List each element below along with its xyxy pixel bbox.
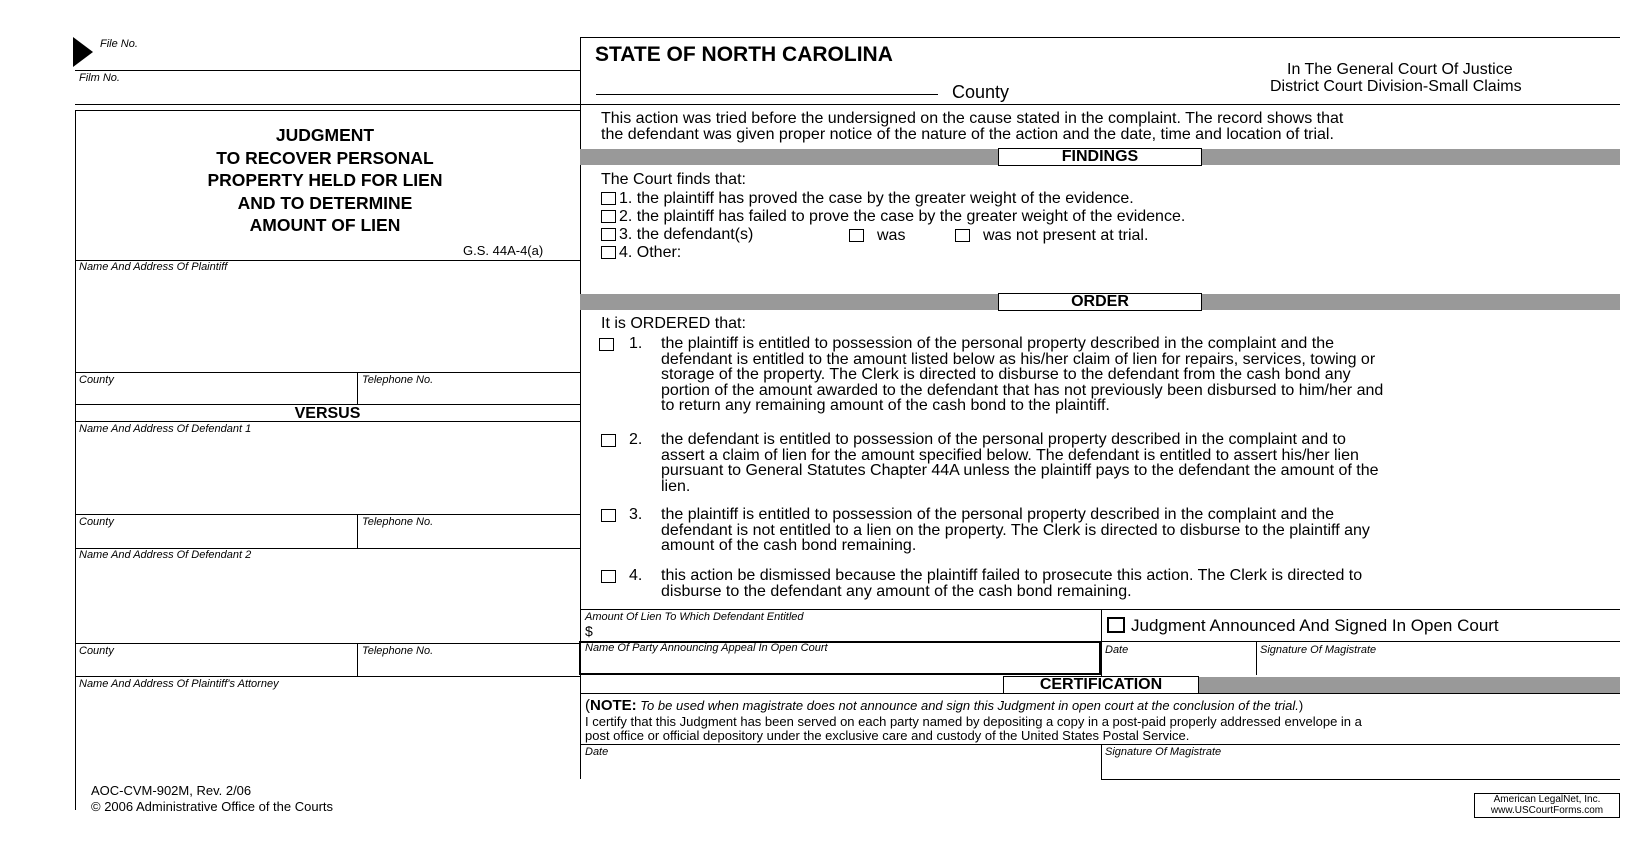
- certification-heading: CERTIFICATION: [1003, 676, 1199, 694]
- plaintiff-county-label: County: [79, 374, 114, 386]
- order-1-checkbox[interactable]: [599, 338, 614, 351]
- form-id: AOC-CVM-902M, Rev. 2/06: [91, 783, 252, 798]
- open-court-date-label: Date: [1105, 644, 1129, 656]
- finding-3-text: 3. the defendant(s): [619, 226, 754, 243]
- certification-text-1: I certify that this Judgment has been served on each party named by depositing a copy in a post-paid properly addressed envelope in a: [585, 714, 1362, 729]
- defendant2-telephone-label: Telephone No.: [362, 645, 434, 657]
- court-line-1: In The General Court Of Justice: [1287, 61, 1513, 78]
- finding-2-checkbox[interactable]: [601, 210, 616, 223]
- finding-1-text: 1. the plaintiff has proved the case by the greater weight of the evidence.: [619, 190, 1134, 207]
- copyright-notice: © 2006 Administrative Office of the Courts: [91, 799, 334, 814]
- findings-heading: FINDINGS: [998, 148, 1202, 166]
- county-blank-line: [596, 94, 938, 95]
- finding-1-checkbox[interactable]: [601, 192, 616, 205]
- defendant1-county-label: County: [79, 516, 114, 528]
- was-checkbox[interactable]: [849, 229, 864, 242]
- defendant2-name-address-label: Name And Address Of Defendant 2: [79, 549, 252, 561]
- appeal-party-label: Name Of Party Announcing Appeal In Open Court: [585, 642, 828, 654]
- intro-line-1: This action was tried before the undersigned on the cause stated in the complaint. The record shows that: [601, 110, 1344, 127]
- intro-line-2: the defendant was given proper notice of the nature of the action and the date, time and location of trial.: [601, 126, 1334, 143]
- announced-checkbox[interactable]: [1107, 617, 1125, 633]
- announced-label: Judgment Announced And Signed In Open Court: [1131, 616, 1499, 635]
- findings-lead: The Court finds that:: [601, 171, 746, 188]
- was-label: was: [877, 227, 906, 244]
- finding-3-checkbox[interactable]: [601, 228, 616, 241]
- certification-date-label: Date: [585, 746, 609, 758]
- lien-amount-label: Amount Of Lien To Which Defendant Entitled: [585, 611, 804, 623]
- film-no-label: Film No.: [79, 72, 120, 84]
- order-3-checkbox[interactable]: [601, 509, 616, 522]
- statute-ref: G.S. 44A-4(a): [463, 243, 544, 258]
- order-item-2: 2. the defendant is entitled to possession of the personal property described in the complaint and to assert a claim of lien for the amount specified below. The defendant is entitled to assert his/her lien pursuant to General Statutes Chapter 44A unless the plaintiff pays to the defendant the amount of the lien.: [629, 431, 1379, 495]
- plaintiff-name-address-label: Name And Address Of Plaintiff: [79, 261, 228, 273]
- publisher-stamp: American LegalNet, Inc. www.USCourtForms.com: [1474, 793, 1620, 818]
- order-item-3: 3. the plaintiff is entitled to possession of the personal property described in the complaint and the defendant is not entitled to a lien on the property. The Clerk is directed to disburse to the plaintiff any amount of the cash bond remaining.: [629, 506, 1370, 554]
- finding-2-text: 2. the plaintiff has failed to prove the case by the greater weight of the evidence.: [619, 208, 1186, 225]
- defendant2-county-label: County: [79, 645, 114, 657]
- order-4-checkbox[interactable]: [601, 570, 616, 583]
- state-heading: STATE OF NORTH CAROLINA: [595, 43, 893, 66]
- order-item-1: 1. the plaintiff is entitled to possession of the personal property described in the complaint and the defendant is entitled to the amount listed below as his/her claim of lien for repairs, services, towing or storage of the property. The Clerk is directed to disburse to the defendant from the cash bond any portion of the amount awarded to the defendant that has not previously been disbursed to him/her and to return any remaining amount of the cash bond to the plaintiff.: [629, 335, 1384, 414]
- file-no-label: File No.: [100, 38, 138, 50]
- certification-signature-label: Signature Of Magistrate: [1105, 746, 1222, 758]
- plaintiff-telephone-label: Telephone No.: [362, 374, 434, 386]
- defendant1-telephone-label: Telephone No.: [362, 516, 434, 528]
- order-item-4: 4. this action be dismissed because the plaintiff failed to prosecute this action. The Clerk is directed to disburse to the defendant any amount of the cash bond remaining.: [629, 567, 1363, 600]
- defendant1-name-address-label: Name And Address Of Defendant 1: [79, 423, 252, 435]
- finding-4-text: 4. Other:: [619, 244, 682, 261]
- certification-note: (NOTE: To be used when magistrate does not announce and sign this Judgment in open court at the conclusion of the trial.): [585, 697, 1304, 714]
- document-title: JUDGMENT TO RECOVER PERSONAL PROPERTY HELD FOR LIEN AND TO DETERMINE AMOUNT OF LIEN: [207, 125, 443, 235]
- court-line-2: District Court Division-Small Claims: [1270, 78, 1522, 95]
- was-not-label: was not present at trial.: [983, 227, 1149, 244]
- finding-4-checkbox[interactable]: [601, 246, 616, 259]
- versus-heading: VERSUS: [294, 405, 361, 422]
- triangle-marker-icon: [73, 37, 93, 67]
- county-label: County: [952, 82, 1010, 102]
- order-lead: It is ORDERED that:: [601, 315, 746, 332]
- order-heading: ORDER: [998, 293, 1202, 311]
- open-court-signature-label: Signature Of Magistrate: [1260, 644, 1377, 656]
- was-not-checkbox[interactable]: [955, 229, 970, 242]
- order-2-checkbox[interactable]: [601, 434, 616, 447]
- certification-text-2: post office or official depository under the exclusive care and custody of the United States Postal Service.: [585, 728, 1190, 743]
- attorney-name-address-label: Name And Address Of Plaintiff's Attorney: [79, 678, 279, 690]
- dollar-sign: $: [585, 623, 593, 639]
